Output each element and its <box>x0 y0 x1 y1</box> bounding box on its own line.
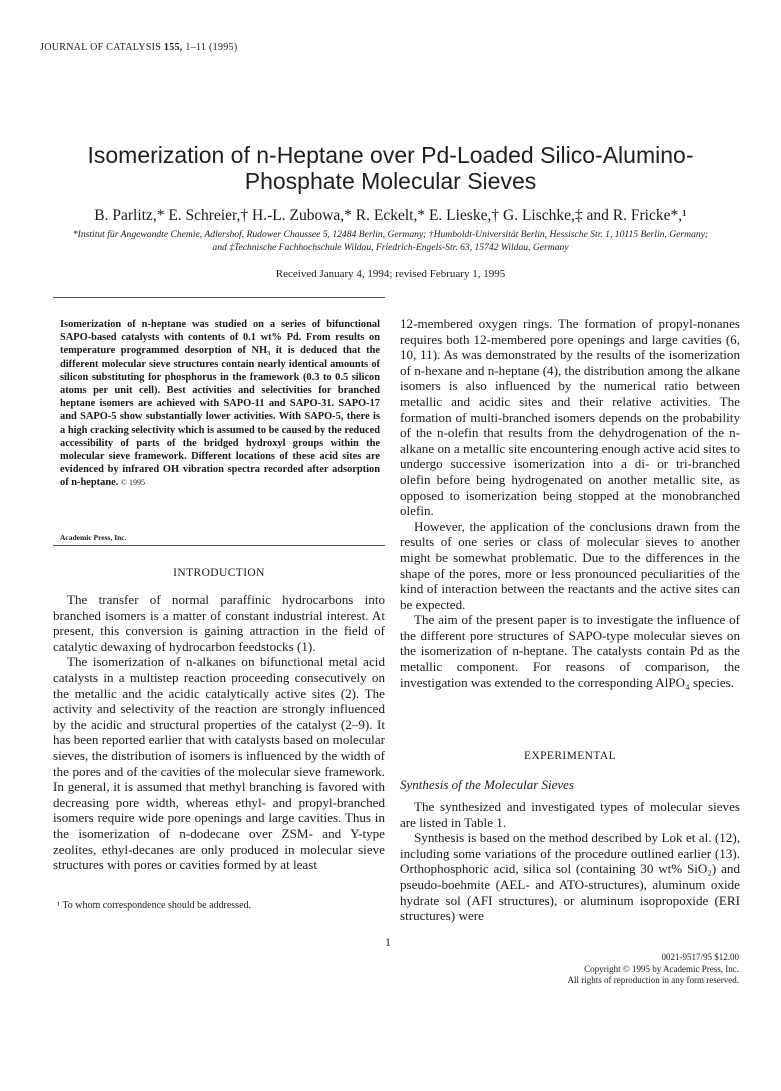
copyright-block <box>568 952 739 987</box>
copyright-line-1: 0021-9517/95 $12.00 <box>661 952 739 962</box>
synthesis-body <box>400 799 740 924</box>
intro-paragraph-1: The transfer of normal paraffinic hydrocarbons into branched isomers is a matter of constant industrial interest. At present, this conversion is gaining attraction in the field of catalytic dewaxing of hydrocarbon feedstocks (1). <box>53 592 385 654</box>
right-column-body <box>400 316 740 690</box>
synthesis-subheading: Synthesis of the Molecular Sieves <box>400 777 575 792</box>
abstract <box>60 318 380 490</box>
title-line-2: Phosphate Molecular Sieves <box>244 168 537 194</box>
affiliations: *Institut für Angewandte Chemie, Adlershof, Rudower Chaussee 5, 12484 Berlin, Germany; †Humboldt-Universität Berlin, Hessische Str. 1, 10115 Berlin, Germany; and ‡Technische Fachhochschule Wildau, Friedrich-Engels-Str. 63, 15742 Wildau, Germany <box>72 229 709 253</box>
copyright-line-3: All rights of reproduction in any form reserved. <box>567 975 739 985</box>
introduction-heading: INTRODUCTION <box>173 567 265 579</box>
intro-paragraph-2: The isomerization of n-alkanes on bifunctional metal acid catalysts in a multistep reaction proceeding consecutively on the metallic and the acidic catalytically active sites (2). The activity and selectivity of the reaction are strongly influenced by the acidic and structural properties of the catalyst (2–9). It has been reported earlier that with catalysts based on molecular sieves, the distribution of isomers is influenced by the width of the pores and of the cavities of the molecular sieve framework. In general, it is assumed that methyl branching is favored with decreasing pore width, whereas ethyl- and propyl-branched isomers require wide pore openings and large cavities. Thus in the isomerization of n-dodecane over ZSM- and Y-type zeolites, ethyl-decanes are only produced in molecular sieve structures with pores or cavities formed by at least <box>53 654 385 873</box>
page-number: 1 <box>385 935 391 949</box>
right-paragraph-3: The aim of the present paper is to investigate the influence of the different pore structures of SAPO-type molecular sieves on the isomerization of n-heptane. The catalysts contain Pd as the metallic component. For reasons of comparison, the investigation was extended to the corresponding AlPO₄ species. <box>400 612 740 690</box>
journal-pages: 1–11 (1995) <box>185 42 238 53</box>
journal-volume: 155, <box>163 42 183 53</box>
journal-header <box>40 42 238 53</box>
journal-name: JOURNAL OF CATALYSIS <box>40 42 162 53</box>
experimental-heading: EXPERIMENTAL <box>523 750 617 762</box>
abstract-bottom-rule <box>53 545 385 546</box>
copyright-line-2: Copyright © 1995 by Academic Press, Inc. <box>584 963 739 974</box>
left-column-body <box>53 592 385 873</box>
synthesis-paragraph-1: The synthesized and investigated types of molecular sieves are listed in Table 1. <box>400 799 740 830</box>
right-paragraph-1: 12-membered oxygen rings. The formation of propyl-nonanes requires both 12-membered pore openings and large cavities (6, 10, 11). As was demonstrated by the results of the isomerization of n-hexane and n-heptane (4), the distribution among the alkane isomers is also influenced by the numerical ratio between metallic and acidic sites and their relative activities. The formation of multi-branched isomers depends on the probability of the n-olefin that results from the dehydrogenation of the n-alkane on a metallic site encountering enough active acid sites to undergo successive isomerization into a di- or tri-branched olefin before being hydrogenated on another metallic site, as opposed to isomerization being stopped at the monobranched olefin. <box>400 316 740 519</box>
abstract-text: Isomerization of n-heptane was studied on a series of bifunctional SAPO-based catalysts with contents of 0.1 wt% Pd. From results on temperature programmed desorption of NH₃ it is deduced that the different molecular sieve structures contain nearly identical amounts of silicon substituting for phosphorus in the framework (0.3 to 0.5 silicon atoms per unit cell). Best activities and selectivities for branched heptane isomers are achieved with SAPO-11 and SAPO-31. SAPO-17 and SAPO-5 show substantially lower activities. With SAPO-5, there is a high cracking selectivity which is assumed to be caused by the reduced accessibility of parts of the bridged hydroxyl groups within the molecular sieve framework. Different locations of these acid sites are evidenced by infrared OH vibration spectra recorded after adsorption of n-heptane. <box>60 319 380 489</box>
abstract-top-rule <box>53 297 385 298</box>
abstract-publisher: Academic Press, Inc. <box>60 533 127 542</box>
title-line-1: Isomerization of n-Heptane over Pd-Loaded Silico-Alumino- <box>87 142 694 168</box>
footnote: ¹ To whom correspondence should be addressed. <box>57 900 252 911</box>
received-dates: Received January 4, 1994; revised February 1, 1995 <box>275 268 506 280</box>
right-paragraph-2: However, the application of the conclusions drawn from the results of one series or class of molecular sieves to another might be somewhat problematic. Due to the differences in the shape of the pores, more or less pronounced peculiarities of the kind of interaction between the reactants and the active sites can be expected. <box>400 518 740 612</box>
author-list: B. Parlitz,* E. Schreier,† H.-L. Zubowa,* R. Eckelt,* E. Lieske,† G. Lischke,‡ and R. Fricke*,¹ <box>94 207 687 224</box>
abstract-copyright: © 1995 <box>120 478 145 488</box>
paper-title <box>40 142 741 194</box>
synthesis-paragraph-2: Synthesis is based on the method described by Lok et al. (12), including some variations of the procedure outlined earlier (13). Orthophosphoric acid, silica sol (containing 30 wt% SiO₂) and pseudo-boehmite (AEL- and ATO-structures), aluminum oxide hydrate sol (AFI structures), or aluminum isopropoxide (ERI structures) were <box>400 830 740 924</box>
